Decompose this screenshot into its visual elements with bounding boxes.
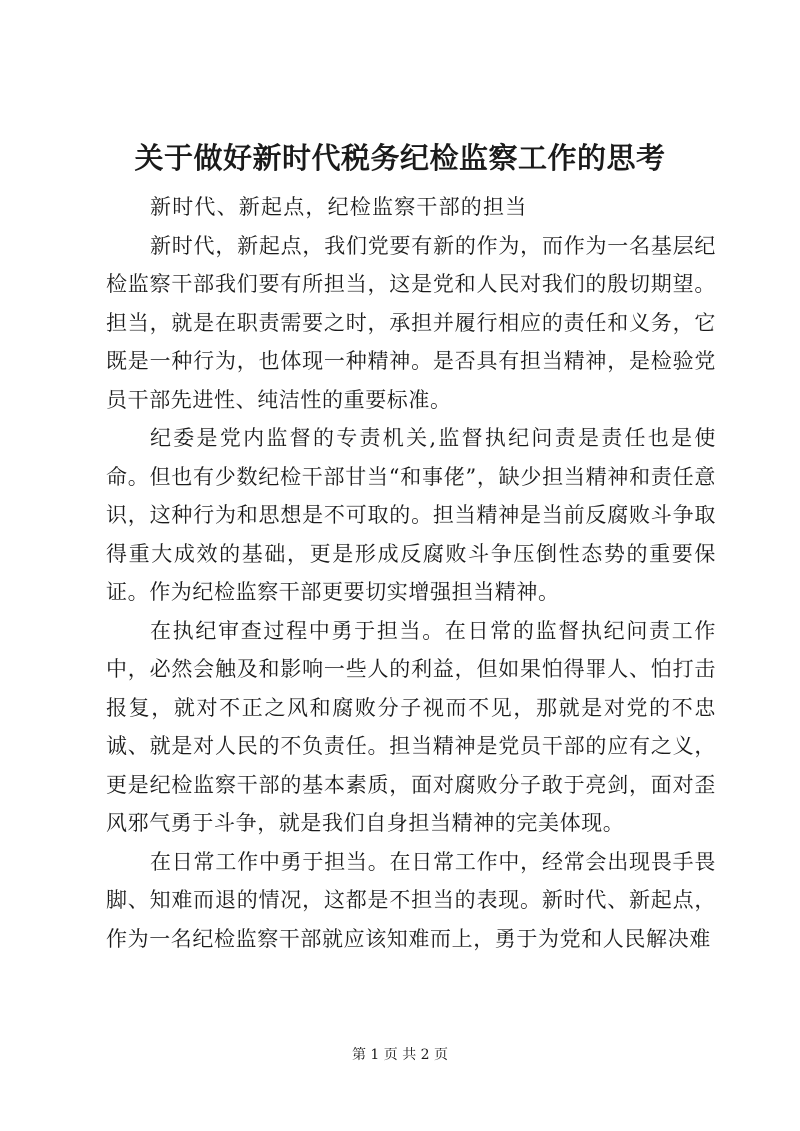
paragraph-1: 新时代，新起点，我们党要有新的作为，而作为一名基层纪检监察干部我们要有所担当，这是党和人民对我们的殷切期望。担当，就是在职责需要之时，承担并履行相应的责任和义务，它既是一种行为，也体现一种精神。是否具有担当精神，是检验党员干部先进性、纯洁性的重要标准。 xyxy=(106,233,716,412)
paragraph-2: 纪委是党内监督的专责机关,监督执纪问责是责任也是使命。但也有少数纪检干部甘当“和事佬”，缺少担当精神和责任意识，这种行为和思想是不可取的。担当精神是当前反腐败斗争取得重大成效的基础，更是形成反腐败斗争压倒性态势的重要保证。作为纪检监察干部更要切实增强担当精神。 xyxy=(106,426,716,604)
document-body xyxy=(106,188,716,958)
paragraph-4: 在日常工作中勇于担当。在日常工作中，经常会出现畏手畏脚、知难而退的情况，这都是不担当的表现。新时代、新起点，作为一名纪检监察干部就应该知难而上，勇于为党和人民解决难 xyxy=(106,849,716,951)
page-number-footer: 第 1 页 共 2 页 xyxy=(351,1047,449,1063)
section-heading: 新时代、新起点，纪检监察干部的担当 xyxy=(150,195,528,219)
paragraph-3: 在执纪审查过程中勇于担当。在日常的监督执纪问责工作中，必然会触及和影响一些人的利益，但如果怕得罪人、怕打击报复，就对不正之风和腐败分子视而不见，那就是对党的不忠诚、就是对人民的不负责任。担当精神是党员干部的应有之义，更是纪检监察干部的基本素质，面对腐败分子敢于亮剑，面对歪风邪气勇于斗争，就是我们自身担当精神的完美体现。 xyxy=(106,618,716,835)
document-title: 关于做好新时代税务纪检监察工作的思考 xyxy=(134,141,666,175)
